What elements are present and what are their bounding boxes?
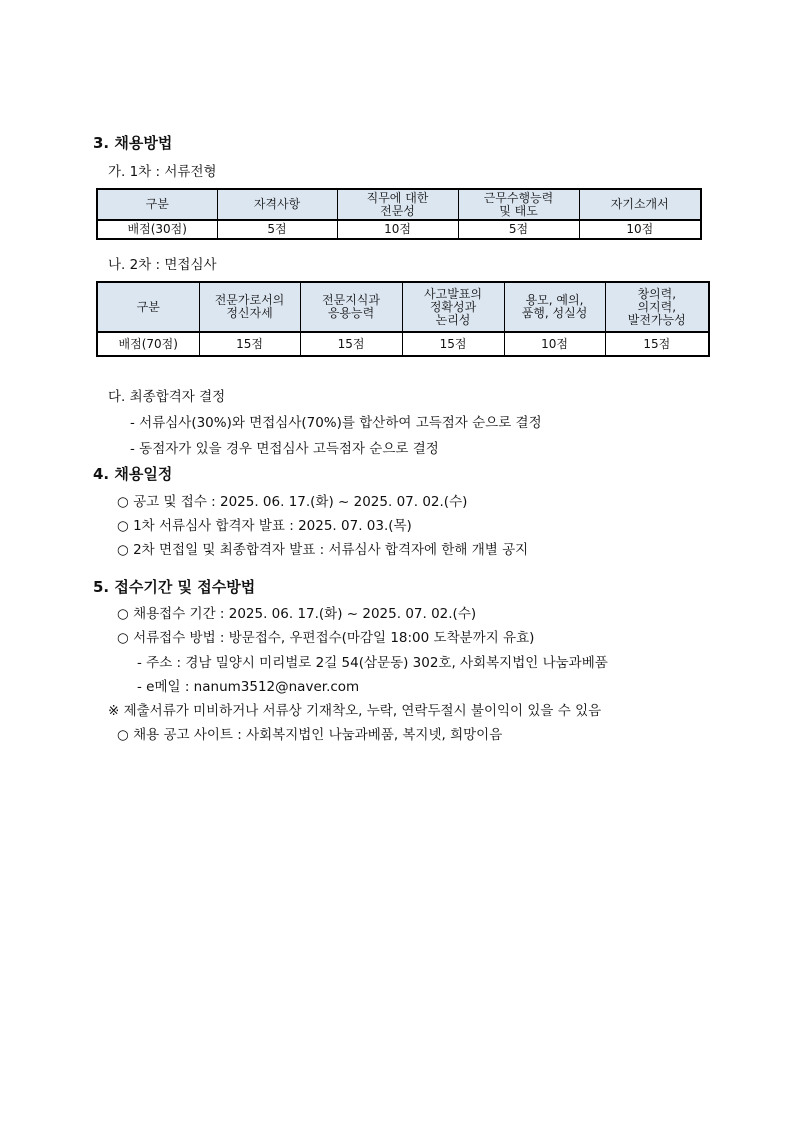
table-cell: 5점 bbox=[217, 220, 337, 239]
header-cell: 용모, 예의, 품행, 성실성 bbox=[504, 282, 605, 332]
header-cell: 근무수행능력 및 태도 bbox=[458, 189, 579, 220]
list-item: ○ 채용접수 기간 : 2025. 06. 17.(화) ~ 2025. 07. 02.(수) bbox=[117, 606, 477, 622]
header-cell: 구분 bbox=[97, 189, 217, 220]
table-cell: 5점 bbox=[458, 220, 579, 239]
table-cell: 배점(70점) bbox=[97, 332, 199, 356]
note-line: ※ 제출서류가 미비하거나 서류상 기재착오, 누락, 연락두절시 불이익이 있을 수 있음 bbox=[108, 703, 602, 719]
table-row bbox=[97, 220, 701, 239]
subheading-second-round: 나. 2차 : 면접심사 bbox=[108, 257, 217, 273]
table-cell: 배점(30점) bbox=[97, 220, 217, 239]
list-item: ○ 1차 서류심사 합격자 발표 : 2025. 07. 03.(목) bbox=[117, 518, 412, 534]
header-cell: 구분 bbox=[97, 282, 199, 332]
first-round-score-table bbox=[96, 188, 702, 240]
list-item: - 동점자가 있을 경우 면접심사 고득점자 순으로 결정 bbox=[130, 441, 439, 457]
list-item: - 서류심사(30%)와 면접심사(70%)를 합산하여 고득점자 순으로 결정 bbox=[130, 415, 542, 431]
table-cell: 10점 bbox=[337, 220, 458, 239]
table-row bbox=[97, 332, 709, 356]
header-cell: 자격사항 bbox=[217, 189, 337, 220]
table-cell: 15점 bbox=[605, 332, 709, 356]
header-cell: 창의력, 의지력, 발전가능성 bbox=[605, 282, 709, 332]
table-cell: 10점 bbox=[504, 332, 605, 356]
subheading-first-round: 가. 1차 : 서류전형 bbox=[108, 164, 217, 180]
section-4-heading: 4. 채용일정 bbox=[93, 465, 173, 483]
list-item: ○ 채용 공고 사이트 : 사회복지법인 나눔과베품, 복지넷, 희망이음 bbox=[117, 727, 503, 743]
list-item: ○ 2차 면접일 및 최종합격자 발표 : 서류심사 합격자에 한해 개별 공지 bbox=[117, 542, 529, 558]
list-item: ○ 서류접수 방법 : 방문접수, 우편접수(마감일 18:00 도착분까지 유효) bbox=[117, 630, 535, 646]
header-cell: 자기소개서 bbox=[579, 189, 701, 220]
email-line: - e메일 : nanum3512@naver.com bbox=[137, 679, 360, 695]
table-cell: 10점 bbox=[579, 220, 701, 239]
list-item: ○ 공고 및 접수 : 2025. 06. 17.(화) ~ 2025. 07. 02.(수) bbox=[117, 494, 468, 510]
second-round-score-table bbox=[96, 281, 710, 357]
table-header-row bbox=[97, 189, 701, 220]
address-line: - 주소 : 경남 밀양시 미리벌로 2길 54(삼문동) 302호, 사회복지법인 나눔과베품 bbox=[137, 655, 608, 671]
header-cell: 직무에 대한 전문성 bbox=[337, 189, 458, 220]
header-cell: 전문지식과 응용능력 bbox=[300, 282, 402, 332]
header-cell: 사고발표의 정확성과 논리성 bbox=[402, 282, 504, 332]
table-cell: 15점 bbox=[199, 332, 300, 356]
table-cell: 15점 bbox=[402, 332, 504, 356]
subheading-final-decision: 다. 최종합격자 결정 bbox=[108, 389, 226, 405]
table-header-row bbox=[97, 282, 709, 332]
header-cell: 전문가로서의 정신자세 bbox=[199, 282, 300, 332]
section-5-heading: 5. 접수기간 및 접수방법 bbox=[93, 578, 256, 596]
section-3-heading: 3. 채용방법 bbox=[93, 134, 173, 152]
table-cell: 15점 bbox=[300, 332, 402, 356]
